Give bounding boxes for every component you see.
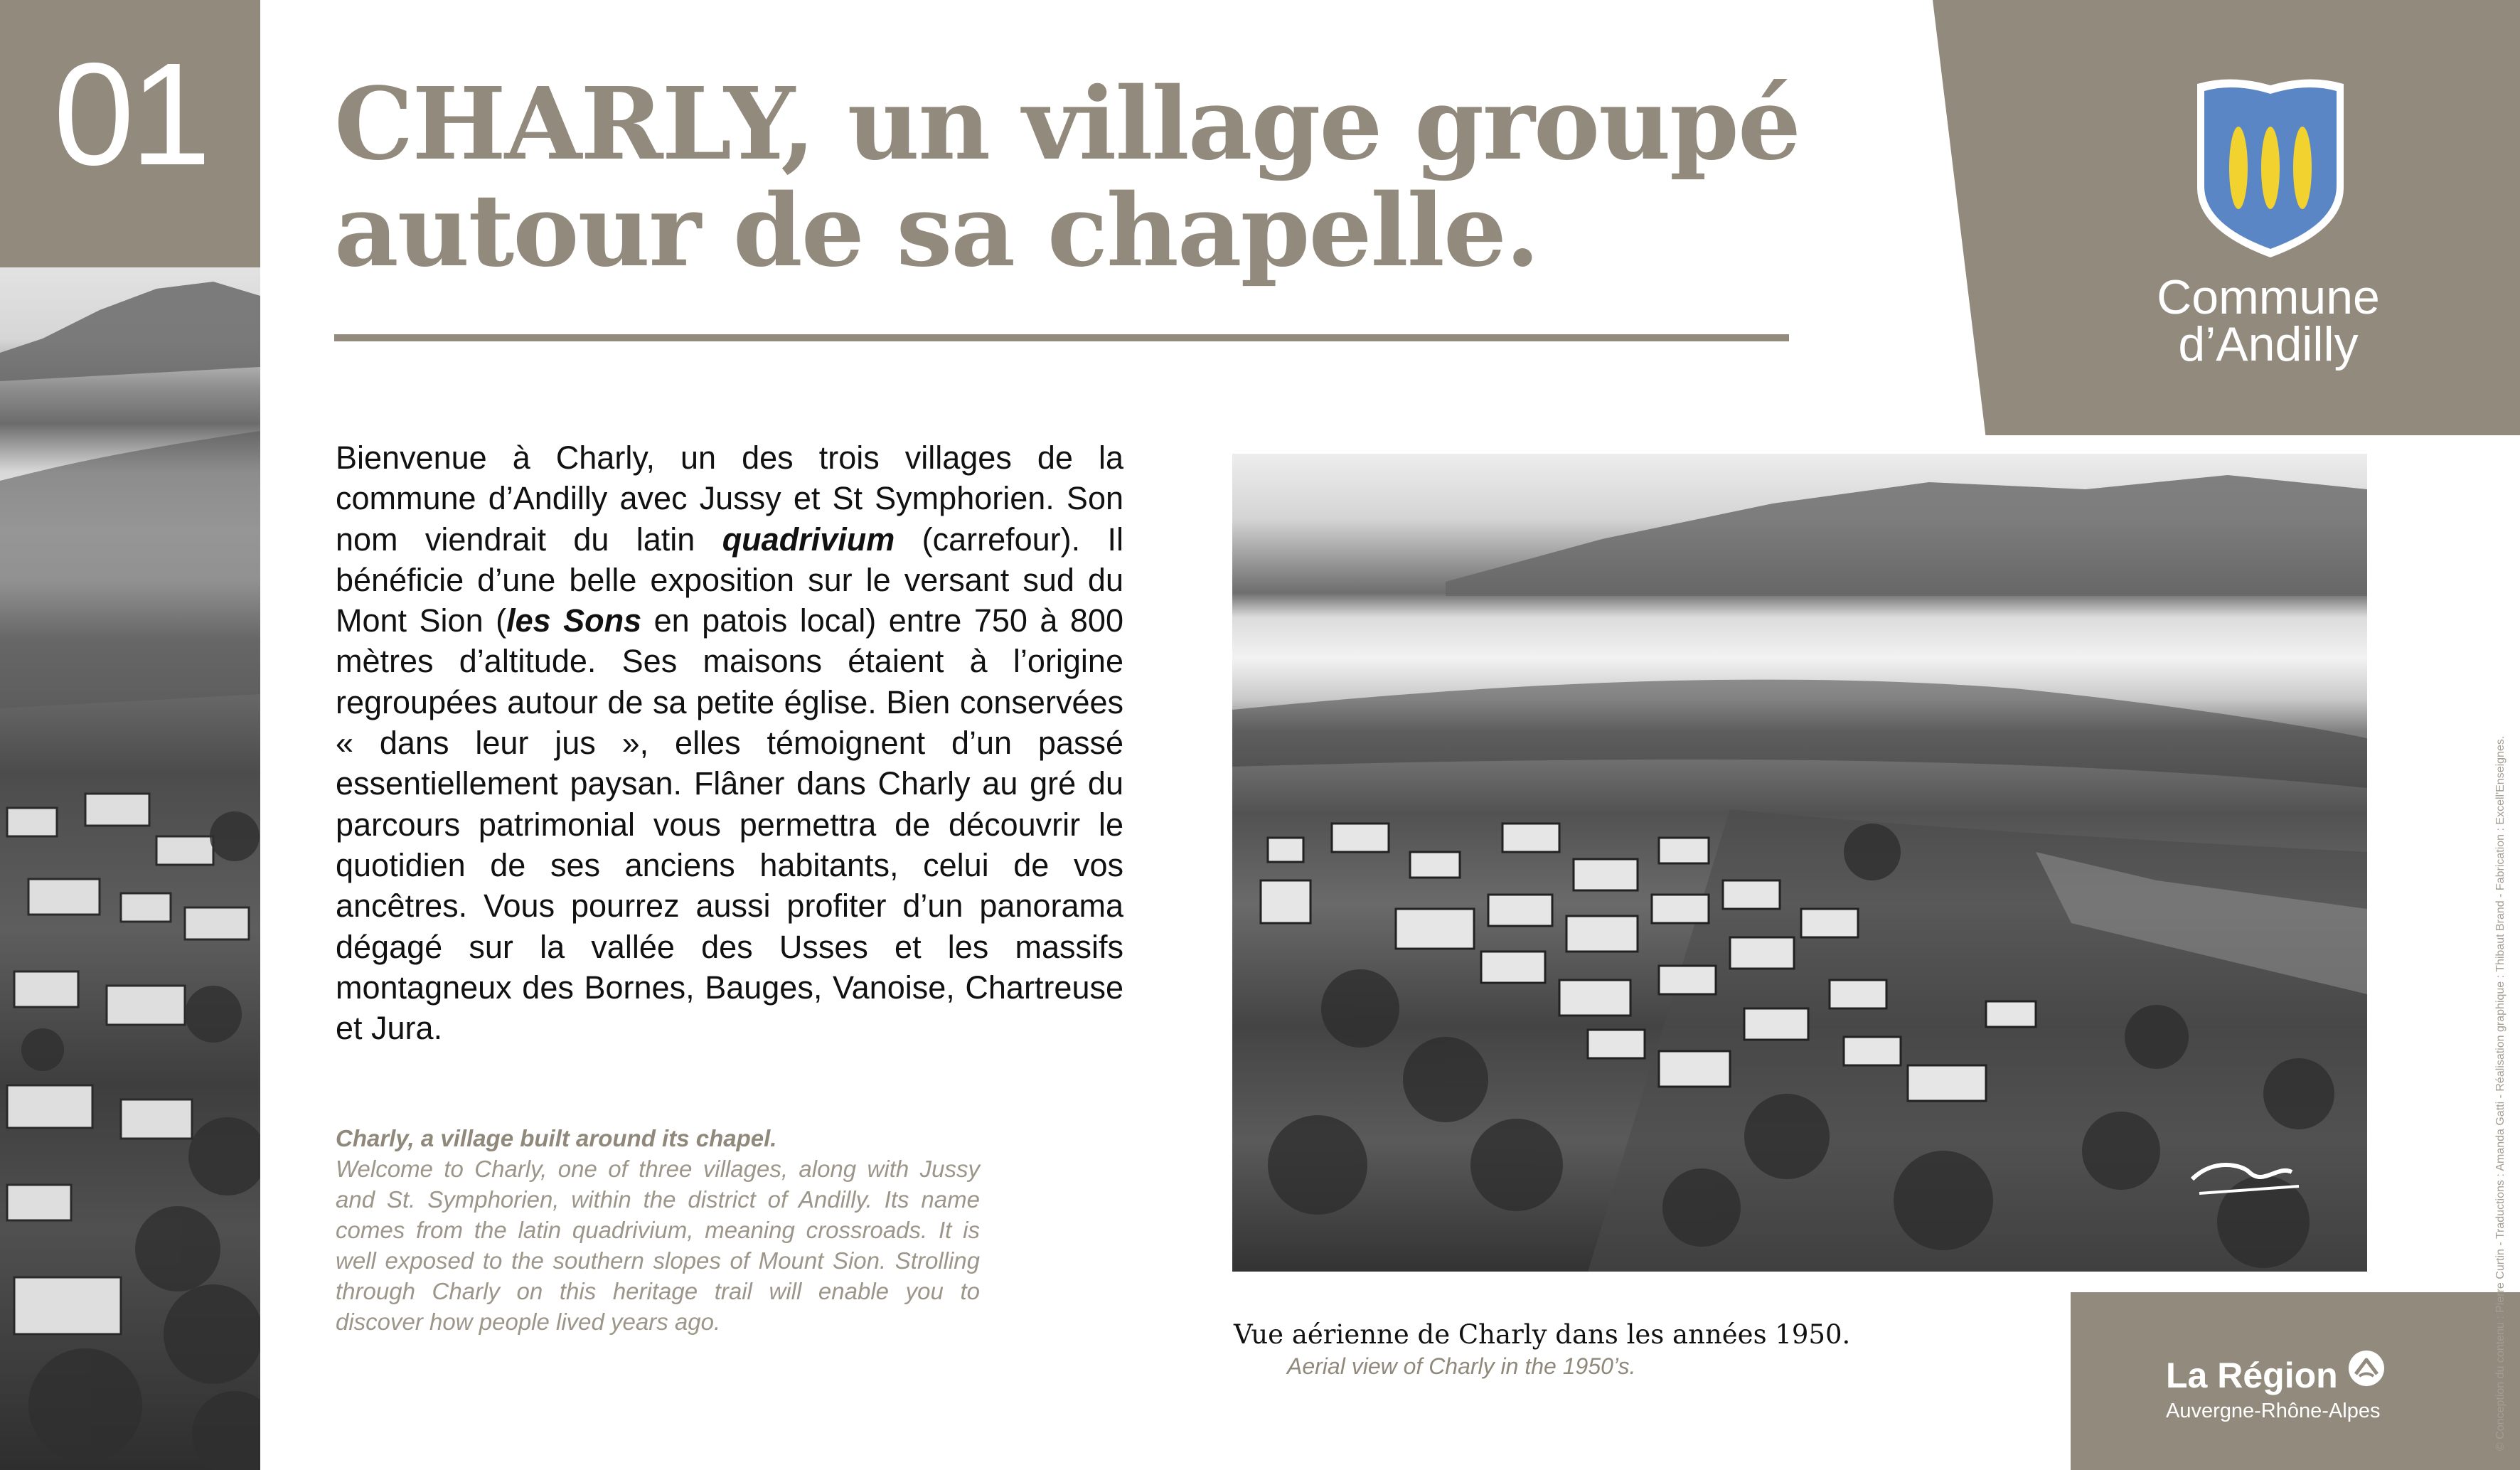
- intro-text-part-3: en patois local) entre 750 à 800 mètres d’altitude. Ses maisons étaient à l’origine regroupées autour de sa petite église. Bien conservées « dans leur jus », elles témoignent d’un passé essentiellement paysan. Flâner dans Charly au gré du parcours patrimonial vous permettra de découvrir le quotidien de ses anciens habitants, celui de vos ancêtres. Vous pourrez aussi profiter d’un panorama dégagé sur la vallée des Usses et les massifs montagneux des Bornes, Bauges, Vanoise, Chartreuse et Jura.: [336, 602, 1123, 1047]
- commune-crest-icon: [2191, 74, 2349, 262]
- intro-text-part-2: (carrefour). Il bénéficie d’une belle exposition sur le versant sud du Mont Sion (: [336, 521, 1123, 639]
- credits-text: © Conception du contenu : Pierre Curtin - Traductions : Amanda Gatti - Réalisation graphique : Thibaut Brand - Fabrication : Excell'Enseignes.: [2494, 735, 2506, 1451]
- english-summary: [336, 1124, 980, 1337]
- title-divider: [334, 334, 1789, 341]
- intro-emphasis-2: les Sons: [506, 602, 642, 639]
- photo-caption-en: Aerial view of Charly in the 1950’s.: [1287, 1353, 1636, 1379]
- side-aerial-photo: [0, 267, 260, 1470]
- page-title: [334, 66, 1827, 289]
- region-subtitle: Auvergne-Rhône-Alpes: [2166, 1400, 2381, 1422]
- photo-caption-fr: Vue aérienne de Charly dans les années 1950.: [1234, 1319, 1851, 1350]
- region-name: La Région: [2166, 1356, 2338, 1395]
- intro-text-part-1: Bienvenue à Charly, un des trois villages de la commune d’Andilly avec Jussy et St Symphorien. Son nom viendrait du latin: [336, 440, 1123, 558]
- intro-emphasis-1: quadrivium: [722, 521, 895, 558]
- aerial-photo-scene: [1232, 454, 2367, 1272]
- title-line-2: autour de sa chapelle.: [334, 173, 1539, 289]
- region-logo-icon: [2348, 1350, 2385, 1387]
- intro-text-fr: [336, 437, 1123, 1048]
- english-text: Welcome to Charly, one of three villages, along with Jussy and St. Symphorien, within the district of Andilly. Its name comes from the latin quadrivium, meaning crossroads. It is well exposed to the southern slopes of Mount Sion. Strolling through Charly on this heritage trail will enable you to discover how people lived years ago.: [336, 1156, 980, 1335]
- aerial-photo: [1232, 454, 2367, 1272]
- side-photo-scene: [0, 267, 260, 1470]
- panel-number: 01: [53, 33, 208, 196]
- commune-line-2: d’Andilly: [2178, 317, 2359, 371]
- commune-name: [2105, 270, 2432, 371]
- title-line-1: CHARLY, un village groupé: [334, 66, 1800, 183]
- commune-line-1: Commune: [2157, 270, 2380, 324]
- english-heading: Charly, a village built around its chapel.: [336, 1125, 777, 1151]
